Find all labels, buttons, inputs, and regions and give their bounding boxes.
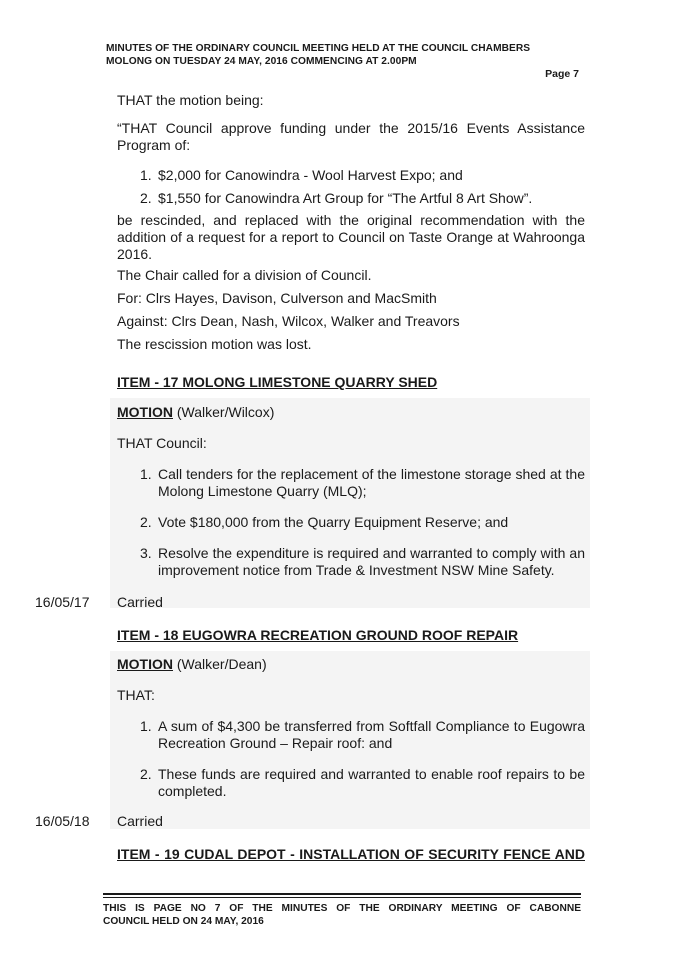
list-text: Resolve the expenditure is required and warranted to comply with an improvement notice from Trade & Investment NSW Mine Safety. [158,545,585,578]
list-number: 2. [140,514,152,530]
footer-rule [103,897,581,898]
resolution-number: 16/05/18 [35,813,90,829]
item-18-heading: ITEM - 18 EUGOWRA RECREATION GROUND ROOF REPAIR [117,627,519,643]
item-18-motion [117,656,585,673]
rescission-list-item [140,190,585,207]
motion-label: MOTION [117,656,173,672]
list-text: Call tenders for the replacement of the limestone storage shed at the Molong Limestone Quarry (MLQ); [158,466,585,499]
list-text: $1,550 for Canowindra Art Group for “The Artful 8 Art Show”. [158,190,533,206]
item-17-that: THAT Council: [117,435,207,451]
item-17-motion [117,404,585,421]
motion-label: MOTION [117,404,173,420]
list-number: 1. [140,167,152,183]
item-17-list-item [140,514,585,531]
list-number: 3. [140,545,152,561]
list-text: These funds are required and warranted to enable roof repairs to be completed. [158,766,585,799]
list-number: 2. [140,190,152,206]
item-18-list-item [140,766,585,800]
footer-line-2: COUNCIL HELD ON 24 MAY, 2016 [103,916,264,927]
list-text: $2,000 for Canowindra - Wool Harvest Expo; and [158,167,463,183]
item-18-that: THAT: [117,687,155,703]
item-17-list-item [140,545,585,579]
item-17-heading: ITEM - 17 MOLONG LIMESTONE QUARRY SHED [117,374,438,390]
rescission-quote: “THAT Council approve funding under the 2015/16 Events Assistance Program of: [117,120,585,153]
rescission-intro: THAT the motion being: [117,92,264,108]
division-for: For: Clrs Hayes, Davison, Culverson and MacSmith [117,290,437,306]
list-text: Vote $180,000 from the Quarry Equipment Reserve; and [158,514,509,530]
list-number: 2. [140,766,152,782]
rescission-replaced: be rescinded, and replaced with the original recommendation with the addition of a request for a report to Council on Taste Orange at Wahroonga 2016. [117,212,585,262]
rescission-result: The rescission motion was lost. [117,336,312,352]
list-number: 1. [140,466,152,482]
document-header [106,42,530,68]
header-line-1: MINUTES OF THE ORDINARY COUNCIL MEETING HELD AT THE COUNCIL CHAMBERS [106,43,531,54]
footer-rule [103,893,581,895]
header-line-2: MOLONG ON TUESDAY 24 MAY, 2016 COMMENCING AT 2.00PM [106,56,417,67]
motion-movers: (Walker/Dean) [173,656,267,672]
item-19-heading: ITEM - 19 CUDAL DEPOT - INSTALLATION OF SECURITY FENCE AND [117,846,585,862]
item-18-result: Carried [117,813,163,829]
rescission-list-item [140,167,585,184]
division-call: The Chair called for a division of Council. [117,267,372,283]
page-footer [103,902,581,928]
page-number: Page 7 [545,68,579,80]
item-17-list-item [140,466,585,500]
motion-movers: (Walker/Wilcox) [173,404,275,420]
list-text: A sum of $4,300 be transferred from Softfall Compliance to Eugowra Recreation Ground – Repair roof: and [158,718,585,751]
footer-line-1: THIS IS PAGE NO 7 OF THE MINUTES OF THE ORDINARY MEETING OF CABONNE [103,903,581,914]
list-number: 1. [140,718,152,734]
item-17-result: Carried [117,594,163,610]
division-against: Against: Clrs Dean, Nash, Wilcox, Walker and Treavors [117,313,460,329]
item-18-list-item [140,718,585,752]
resolution-number: 16/05/17 [35,594,90,610]
